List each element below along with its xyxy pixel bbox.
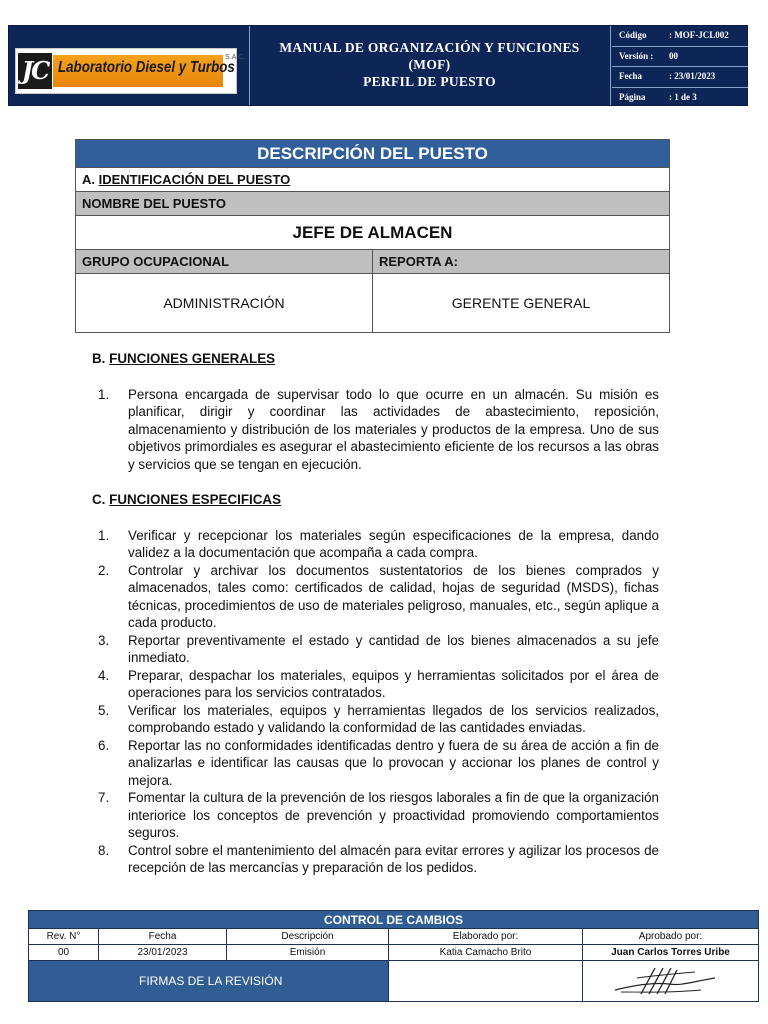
list-item: 5. Verificar los materiales, equipos y herramientas llegados de los servicios realizados, comprobando estado y validando la conformidad de las cantidades enviadas. xyxy=(98,702,659,735)
meta-date xyxy=(612,67,748,88)
group-value: ADMINISTRACIÓN xyxy=(76,274,373,333)
meta-key: Versión : xyxy=(619,50,654,61)
logo-cell xyxy=(9,26,250,105)
table-cell: 23/01/2023 xyxy=(99,945,227,961)
meta-code xyxy=(612,26,748,47)
reports-label: REPORTA A: xyxy=(373,250,670,274)
table-cell: Katia Camacho Brito xyxy=(389,945,583,961)
meta-page xyxy=(612,88,748,108)
document-body xyxy=(92,350,659,877)
list-item-text: Reportar preventivamente el estado y cantidad de los bienes almacenados a su jefe inmediato. xyxy=(128,632,659,665)
logo-suffix: S.A.C. xyxy=(225,54,246,61)
list-item-text: Verificar los materiales, equipos y herramientas llegados de los servicios realizados, comprobando estado y validando la conformidad de las cantidades enviadas. xyxy=(128,702,659,735)
section-b-heading xyxy=(92,350,659,368)
list-item: 7. Fomentar la cultura de la prevención de los riesgos laborales a fin de que la organización interiorice los conceptos de prevención y proactividad promoviendo comportamientos seguros. xyxy=(98,790,659,840)
meta-key: Código xyxy=(619,30,647,40)
meta-version xyxy=(612,47,748,68)
section-c-heading xyxy=(92,491,659,509)
meta-value: 00 xyxy=(669,50,678,61)
list-item: 1. Persona encargada de supervisar todo lo que ocurre en un almacén. Su misión es planificar, dirigir y coordinar las actividades de abastecimiento, reposición, almacenamiento y distribución de los materiales y productos de la empresa. Uno de sus objetivos primordiales es asegurar el abastecimiento eficiente de los recursos a las obras y servicios que se tengan en ejecución. xyxy=(98,386,659,472)
reports-value: GERENTE GENERAL xyxy=(373,274,670,333)
section-a-heading xyxy=(76,168,670,192)
list-item-text: Reportar las no conformidades identificadas dentro y fuera de su área de acción a fin de analizarlas e identificar las causas que lo provocan y accionar los planes de control y mejora. xyxy=(128,737,659,788)
general-functions-list xyxy=(92,386,659,474)
meta-value: : MOF-JCL002 xyxy=(669,30,729,40)
meta-value: : 1 de 3 xyxy=(669,91,697,102)
table-cell: Juan Carlos Torres Uribe xyxy=(583,945,759,961)
specific-functions-list xyxy=(92,527,659,877)
column-header: Elaborado por: xyxy=(389,929,583,945)
company-logo xyxy=(15,48,246,94)
document-meta xyxy=(612,26,748,105)
list-item: 2. Controlar y archivar los documentos sustentatorios de los bienes comprados y almacenados, tales como: certificados de calidad, hojas de seguridad (MSDS), fichas técnicas, procedimientos de uso de materiales peligroso, manuales, etc., según aplique a cada producto. xyxy=(98,562,659,630)
section-letter: B. xyxy=(92,351,106,366)
column-header: Descripción xyxy=(227,929,389,945)
document-title xyxy=(249,26,611,105)
list-item-text: Fomentar la cultura de la prevención de los riesgos laborales a fin de que la organización interiorice los conceptos de prevención y proactividad promoviendo comportamientos seguros. xyxy=(128,790,659,840)
position-value: JEFE DE ALMACEN xyxy=(76,216,670,250)
list-item-text: Controlar y archivar los documentos sustentatorios de los bienes comprados y almacenados, tales como: certificados de calidad, hojas de seguridad (MSDS), fichas técnicas, procedimientos de uso de materiales peligroso, manuales, etc., según aplique a cada producto. xyxy=(128,562,659,630)
column-header: Rev. N° xyxy=(29,929,99,945)
meta-key: Página xyxy=(619,91,646,102)
description-title: DESCRIPCIÓN DEL PUESTO xyxy=(76,140,670,168)
group-label: GRUPO OCUPACIONAL xyxy=(76,250,373,274)
section-title: FUNCIONES ESPECIFICAS xyxy=(109,492,282,507)
section-letter: A. xyxy=(82,172,95,187)
section-title: IDENTIFICACIÓN DEL PUESTO xyxy=(98,172,291,187)
position-label: NOMBRE DEL PUESTO xyxy=(76,192,670,216)
meta-value: : 23/01/2023 xyxy=(669,71,716,81)
table-cell: Emisión xyxy=(227,945,389,961)
position-description-table xyxy=(75,139,670,333)
list-item: 1. Verificar y recepcionar los materiales según especificaciones de la empresa, dando validez a la documentación que acompaña a cada compra. xyxy=(98,527,659,560)
section-title: FUNCIONES GENERALES xyxy=(109,351,276,366)
list-item-text: Control sobre el mantenimiento del almacén para evitar errores y agilizar los procesos de recepción de las mercancías y preparación de los pedidos. xyxy=(128,842,659,875)
signature-cell-elaborated xyxy=(389,961,583,1002)
logo-mark: JC xyxy=(18,53,52,89)
logo-name: Laboratorio Diesel y Turbos xyxy=(58,59,235,76)
title-line: PERFIL DE PUESTO xyxy=(363,74,496,89)
column-header: Fecha xyxy=(99,929,227,945)
list-item-text: Verificar y recepcionar los materiales según especificaciones de la empresa, dando validez a la documentación que acompaña a cada compra. xyxy=(128,527,659,560)
change-control-title: CONTROL DE CAMBIOS xyxy=(29,911,759,929)
list-item-text: Preparar, despachar los materiales, equipos y herramientas solicitados por el área de operaciones para los servicios contratados. xyxy=(128,667,659,700)
section-letter: C. xyxy=(92,492,106,507)
document-header xyxy=(8,25,748,106)
list-item: 6. Reportar las no conformidades identificadas dentro y fuera de su área de acción a fin de analizarlas e identificar las causas que lo provocan y accionar los planes de control y mejora. xyxy=(98,737,659,788)
table-cell: 00 xyxy=(29,945,99,961)
signatures-label: FIRMAS DE LA REVISIÓN xyxy=(29,961,389,1002)
list-item-text: Persona encargada de supervisar todo lo que ocurre en un almacén. Su misión es planificar, dirigir y coordinar las actividades de abastecimiento, reposición, almacenamiento y distribución de los materiales y productos de la empresa. Uno de sus objetivos primordiales es asegurar el abastecimiento eficiente de los recursos a las obras y servicios que se tengan en ejecución. xyxy=(128,386,659,472)
title-line: MANUAL DE ORGANIZACIÓN Y FUNCIONES xyxy=(279,40,580,55)
title-line: (MOF) xyxy=(408,57,451,72)
list-item: 4. Preparar, despachar los materiales, equipos y herramientas solicitados por el área de operaciones para los servicios contratados. xyxy=(98,667,659,700)
column-header: Aprobado por: xyxy=(583,929,759,945)
handwritten-signature xyxy=(611,962,721,998)
list-item: 8. Control sobre el mantenimiento del almacén para evitar errores y agilizar los procesos de recepción de las mercancías y preparación de los pedidos. xyxy=(98,842,659,875)
meta-key: Fecha xyxy=(619,71,642,81)
list-item: 3. Reportar preventivamente el estado y cantidad de los bienes almacenados a su jefe inmediato. xyxy=(98,632,659,665)
